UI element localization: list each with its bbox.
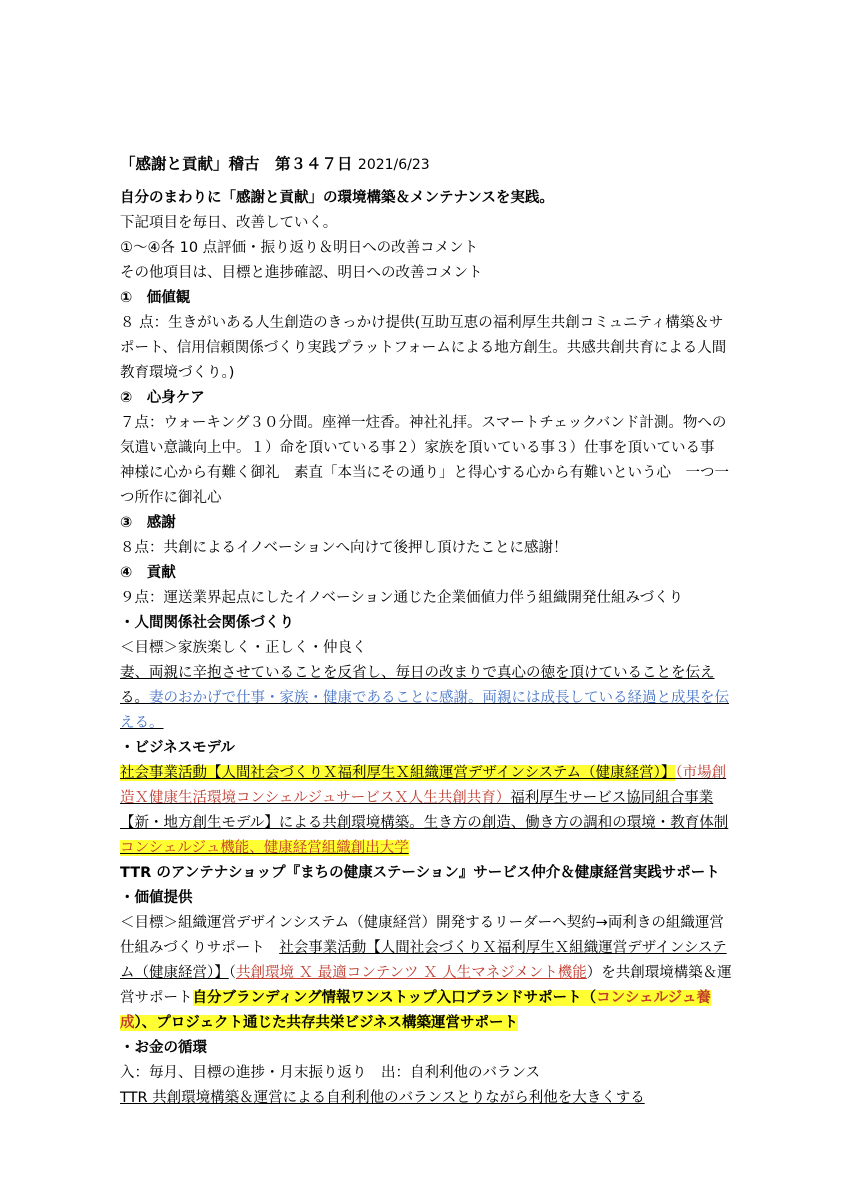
business-text-1: 福利厚生サービス協同組合事業【新・地方創生モデル】による共創環境構築。生き方の創造、働き方の調和の環境・教育体制 <box>120 790 729 831</box>
value-offer-highlight-red: コンシェルジュ養成 <box>120 990 711 1031</box>
value-offer-highlight-a: 自分ブランディング情報ワンストップ入口ブランドサポート（ <box>192 990 597 1006</box>
business-red-1: （市場創造Ｘ健康生活環境コンシェルジュサービスＸ人生共創共育） <box>120 765 727 806</box>
business-highlight-2: コンシェルジュ機能、健康経営組織創出大学 <box>120 840 409 856</box>
relations-heading: ・人間関係社会関係づくり <box>120 615 294 631</box>
money-heading: ・お金の循環 <box>120 1040 207 1056</box>
relations-body-blue: 妻のおかげで仕事・家族・健康であることに感謝。両親には成長している経過と成果を伝える。 <box>120 690 729 731</box>
value-offer-heading: ・価値提供 <box>120 890 193 906</box>
values-body: ８ 点：生きがいある人生創造のきっかけ提供(互助互恵の福利厚生共創コミュニティ構築＆サポート、信用信頼関係づくり実践プラットフォームによる地方創生。共感共創共育による人間教育環境づくり。) <box>120 315 727 381</box>
values-heading: ① 価値観 <box>120 290 191 306</box>
money-line-2: TTR 共創環境構築＆運営による自利利他のバランスとりながら利他を大きくする <box>120 1090 645 1106</box>
title-date: 2021/6/23 <box>357 157 430 173</box>
page-title <box>120 152 735 178</box>
intro-line-1: 下記項目を毎日、改善していく。 <box>120 215 338 231</box>
contribution-body: ９点：運送業界起点にしたイノベーション通じた企業価値力伴う組織開発仕組みづくり <box>120 590 684 606</box>
mindbody-body: ７点：ウォーキング３０分間。座禅一炷香。神社礼拝。スマートチェックバンド計測。物への気遣い意識向上中。１）命を頂いている事２）家族を頂いている事３）仕事を頂いている事 神様に心から有難く御礼 素直「本当にその通り」と得心する心から有難いという心 一つ一つ所作に御礼心 <box>120 415 729 506</box>
business-highlight-1: 社会事業活動【人間社会づくりＸ福利厚生Ｘ組織運営デザインシステム（健康経営）】 <box>120 765 676 781</box>
mindbody-heading: ② 心身ケア <box>120 390 205 406</box>
relations-body-text: 妻、両親に辛抱させていることを反省し、毎日の改まりで真心の徳を頂けていることを伝える。 <box>120 665 715 706</box>
business-heading: ・ビジネスモデル <box>120 740 235 756</box>
contribution-heading: ④ 貢献 <box>120 565 176 581</box>
relations-goal: ＜目標＞家族楽しく・正しく・仲良く <box>120 640 367 656</box>
value-offer-highlight-b: ）、プロジェクト通じた共存共栄ビジネス構築運営サポート <box>134 1015 519 1031</box>
intro-line-2: ①～④各 10 点評価・振り返り＆明日への改善コメント <box>120 240 479 256</box>
value-offer-open: （ <box>228 965 236 981</box>
gratitude-heading: ③ 感謝 <box>120 515 176 531</box>
value-offer-red: 共創環境 Ｘ 最適コンテンツ Ｘ 人生マネジメント機能 <box>236 965 587 981</box>
intro-line-3: その他項目は、目標と進捗確認、明日への改善コメント <box>120 265 483 281</box>
document-body <box>120 152 735 1111</box>
business-body <box>120 761 735 861</box>
title-text: 「感謝と貢献」稽古 第３４７日 <box>120 155 353 173</box>
value-offer-text-1: ＜目標＞組織運営デザインシステム（健康経営）開発するリーダーへ契約→両利きの組織運営仕組みづくりサポート <box>120 915 724 956</box>
gratitude-body: ８点：共創によるイノベーションへ向けて後押し頂けたことに感謝！ <box>120 540 568 556</box>
money-line-1: 入：毎月、目標の進捗・月末振り返り 出：自利利他のバランス <box>120 1065 541 1081</box>
value-offer-body <box>120 911 735 1036</box>
value-offer-text-3: ）を共創環境構築＆運営サポート <box>120 965 732 1006</box>
ttr-line: TTR のアンテナショップ『まちの健康ステーション』サービス仲介＆健康経営実践サポート <box>120 865 720 881</box>
value-offer-text-2: 社会事業活動【人間社会づくりＸ福利厚生Ｘ組織運営デザインシステム（健康経営）】 <box>120 940 727 981</box>
relations-body <box>120 661 735 736</box>
intro-heading: 自分のまわりに「感謝と貢献」の環境構築＆メンテナンスを実践。 <box>120 190 554 206</box>
